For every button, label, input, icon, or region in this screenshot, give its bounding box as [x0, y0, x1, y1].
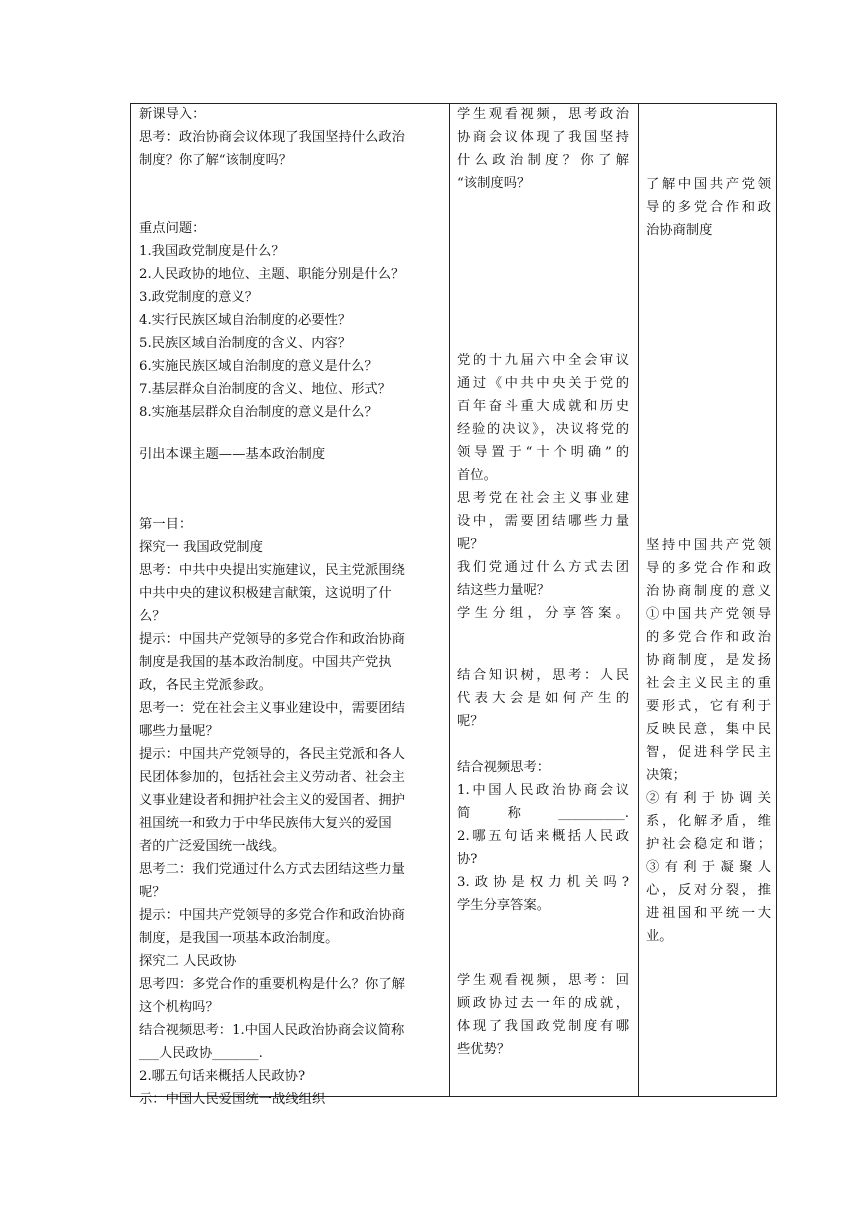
- col2-text-line: 协商会议体现了我国坚持: [457, 130, 629, 145]
- col3-text-line: 坚持中国共产党领: [646, 538, 771, 553]
- col2-text-line: 学生观看视频，思考政治: [457, 107, 629, 122]
- col3-text-line: 的多党合作和政治: [646, 630, 771, 645]
- col2-text-line: 领导置于“十个明确”的: [457, 445, 629, 460]
- col1-text-line: 中共中央的建议积极建言献策，这说明了什: [139, 586, 392, 601]
- col2-text-line: 党的十九届六中全会审议: [457, 353, 629, 368]
- col1-text-line: 重点问题：: [139, 221, 206, 236]
- col2-text-line: 1.中国人民政治协商会议: [457, 783, 629, 798]
- col2-text-line: 通过《中共中央关于党的: [457, 376, 629, 391]
- col3-text-line: 治协商制度的意义: [646, 584, 771, 599]
- col1-text-line: 第一目：: [139, 517, 193, 532]
- col1-text-line: 结合视频思考：1.中国人民政治协商会议简称: [139, 1023, 405, 1038]
- col3-text-line: 进祖国和平统一大: [646, 906, 771, 921]
- col1-text-line: 思考一：党在社会主义事业建设中，需要团结: [139, 701, 405, 716]
- col3-text-line: 心，反对分裂，推: [646, 883, 771, 898]
- col2-text-line: 学生分享答案。: [457, 898, 551, 913]
- col1-text-line: 1.我国政党制度是什么？: [139, 244, 285, 259]
- col3-text-line: ②有利于协调关: [646, 791, 771, 806]
- col3-text-line: 社会主义民主的重: [646, 676, 771, 691]
- col2-text-line: 结合视频思考：: [457, 760, 551, 775]
- col3-text-line: 协商制度，是发扬: [646, 653, 771, 668]
- col3-text-line: 业。: [646, 929, 673, 944]
- col3-text-line: ①中国共产党领导: [646, 607, 771, 622]
- col2-text-line: 百年奋斗重大成就和历史: [457, 399, 629, 414]
- col3-text-line: ③有利于凝聚人: [646, 860, 771, 875]
- col2-text-line: 结这些力量呢？: [457, 583, 551, 598]
- col1-text-line: 思考四：多党合作的重要机构是什么？你了解: [139, 977, 405, 992]
- col1-text-line: ___人民政协_______.: [139, 1046, 263, 1061]
- student-activity-column: [449, 104, 638, 1096]
- col1-text-line: 6.实施民族区域自治制度的意义是什么？: [139, 359, 378, 374]
- col1-text-line: 示：中国人民爱国统一战线组织: [139, 1092, 326, 1107]
- col3-text-line: 智，促进科学民主: [646, 745, 771, 760]
- col3-text-line: 治协商制度: [646, 223, 713, 238]
- col2-text-line: 协?: [457, 852, 478, 867]
- col1-text-line: 祖国统一和致力于中华民族伟大复兴的爱国: [139, 816, 392, 831]
- col1-text-line: 者的广泛爱国统一战线。: [139, 839, 286, 854]
- col2-text-line: 学生分组，分享答案。: [457, 606, 629, 621]
- col2-text-line: 什么政治制度？你了解: [457, 153, 629, 168]
- col1-text-line: 5.民族区域自治制度的含义、内容？: [139, 336, 352, 351]
- col2-text-line: 3.政协是权力机关吗?: [457, 875, 629, 890]
- col2-text-line: “该制度吗？: [457, 176, 531, 191]
- col2-text-line: 呢？: [457, 537, 484, 552]
- col2-text-line: 结合知识树，思考：人民: [457, 668, 629, 683]
- col2-text-line: 呢？: [457, 714, 484, 729]
- col1-text-line: 思考：中共中央提出实施建议，民主党派围绕: [139, 563, 405, 578]
- col1-text-line: 提示：中国共产党领导的多党合作和政治协商: [139, 908, 405, 923]
- col2-text-line: 顾政协过去一年的成就，: [457, 996, 629, 1011]
- col3-text-line: 系，化解矛盾，维: [646, 814, 771, 829]
- col1-text-line: 思考二：我们党通过什么方式去团结这些力量: [139, 862, 405, 877]
- col3-text-line: 了解中国共产党领: [646, 177, 771, 192]
- col1-text-line: 哪些力量呢？: [139, 724, 219, 739]
- col2-text-line: 我们党通过什么方式去团: [457, 560, 629, 575]
- col3-text-line: 导的多党合作和政: [646, 200, 771, 215]
- col1-text-line: 探究一 我国政党制度: [139, 540, 263, 555]
- col1-text-line: 新课导入：: [139, 107, 206, 122]
- col1-text-line: 8.实施基层群众自治制度的意义是什么？: [139, 405, 378, 420]
- col1-text-line: 义事业建设者和拥护社会主义的爱国者、拥护: [139, 793, 405, 808]
- col3-text-line: 护社会稳定和谐；: [646, 837, 771, 852]
- col2-text-line: 设中，需要团结哪些力量: [457, 514, 629, 529]
- col1-text-line: 4.实行民族区域自治制度的必要性？: [139, 313, 352, 328]
- col1-text-line: 引出本课主题——基本政治制度: [139, 447, 326, 462]
- col3-text-line: 反映民意，集中民: [646, 722, 771, 737]
- col1-text-line: 民团体参加的，包括社会主义劳动者、社会主: [139, 770, 405, 785]
- col2-text-line: 些优势？: [457, 1042, 511, 1057]
- col2-text-line: 2.哪五句话来概括人民政: [457, 829, 629, 844]
- col2-text-line: 体现了我国政党制度有哪: [457, 1019, 629, 1034]
- col2-text-line: 代表大会是如何产生的: [457, 691, 629, 706]
- col1-text-line: 提示：中国共产党领导的多党合作和政治协商: [139, 632, 405, 647]
- col1-text-line: 制度？你了解“该制度吗？: [139, 153, 293, 168]
- col2-text-line: 首位。: [457, 468, 497, 483]
- col1-text-line: 呢？: [139, 885, 166, 900]
- design-intent-column: [638, 104, 778, 1096]
- col1-text-line: 思考：政治协商会议体现了我国坚持什么政治: [139, 130, 405, 145]
- col1-text-line: 探究二 人民政协: [139, 954, 237, 969]
- col1-text-line: 2.人民政协的地位、主题、职能分别是什么？: [139, 267, 405, 282]
- col3-text-line: 要形式，它有利于: [646, 699, 771, 714]
- col2-text-line: 简称__________.: [457, 806, 629, 821]
- col1-text-line: 政，各民主党派参政。: [139, 678, 272, 693]
- col1-text-line: 制度，是我国一项基本政治制度。: [139, 931, 339, 946]
- lesson-plan-table: [130, 103, 777, 1107]
- col1-text-line: 提示：中国共产党领导的，各民主党派和各人: [139, 747, 405, 762]
- teacher-activity-column: [131, 104, 449, 1107]
- col1-text-line: 3.政党制度的意义？: [139, 290, 259, 305]
- col2-text-line: 经验的决议》，决议将党的: [457, 422, 629, 437]
- col1-text-line: 制度是我国的基本政治制度。中国共产党执: [139, 655, 392, 670]
- col1-text-line: 2.哪五句话来概括人民政协?: [139, 1069, 306, 1084]
- col1-text-line: 么？: [139, 609, 166, 624]
- col3-text-line: 决策；: [646, 768, 686, 783]
- col3-text-line: 导的多党合作和政: [646, 561, 771, 576]
- col2-text-line: 学生观看视频，思考：回: [457, 973, 629, 988]
- col1-text-line: 7.基层群众自治制度的含义、地位、形式？: [139, 382, 392, 397]
- col1-text-line: 这个机构吗？: [139, 1000, 219, 1015]
- col2-text-line: 思考党在社会主义事业建: [457, 491, 629, 506]
